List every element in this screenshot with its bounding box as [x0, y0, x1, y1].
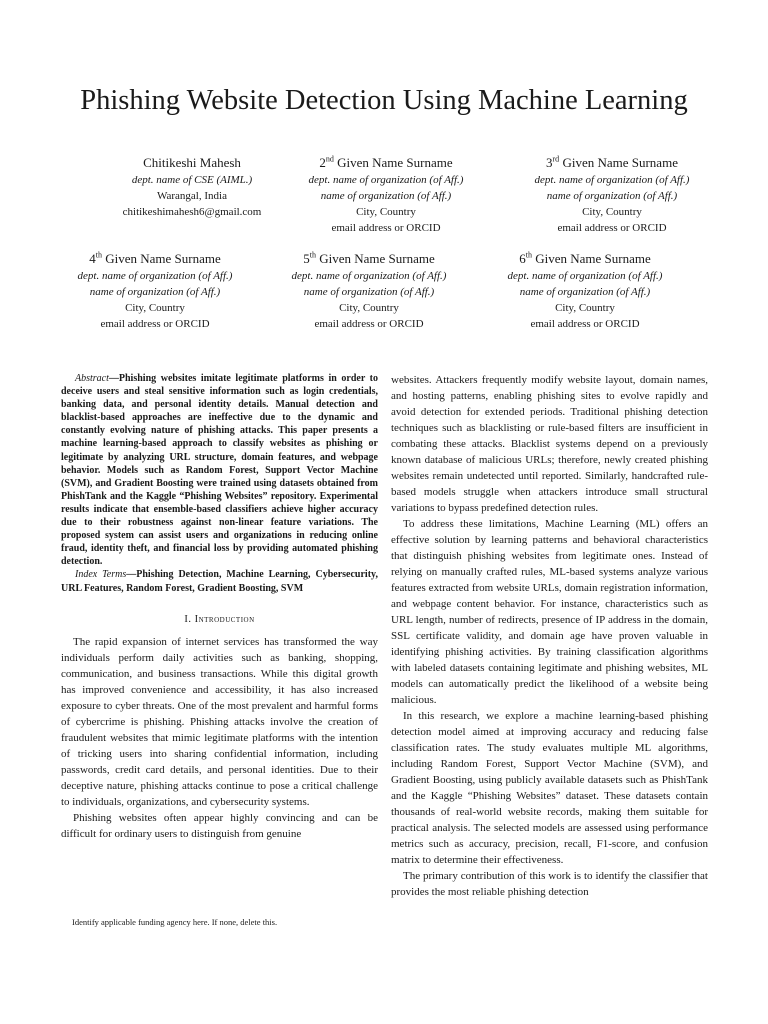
funding-footnote: Identify applicable funding agency here. If none, delete this. — [72, 917, 278, 927]
author-org: name of organization (of Aff.) — [303, 286, 435, 298]
author-city: City, Country — [555, 302, 615, 314]
author-city: City, Country — [356, 206, 416, 218]
paragraph: The primary contribution of this work is to identify the classifier that provides the most reliable phishing detection — [391, 870, 708, 898]
author-dept: dept. name of CSE (AIML.) — [131, 174, 253, 186]
author-email: email address or ORCID — [530, 318, 640, 330]
author-block-6 — [465, 250, 705, 332]
paragraph: In this research, we explore a machine learning-based phishing detection model aimed at improving accuracy and reducing false classification rates. The study evaluates multiple ML algorithms, including Random Forest, Support Vector Machine (SVM), and Gradient Boosting, using publicly available datasets such as PhishTank and the Kaggle “Phishing Websites” dataset. These datasets contain thousands of real-world website records, making them suitable for practical analysis. The selected models are assessed using performance metrics such as accuracy, precision, recall, F1-score, and confusion matrix to determine their effectiveness. — [391, 710, 708, 866]
author-email: email address or ORCID — [331, 222, 441, 234]
paper-title: Phishing Website Detection Using Machine Learning — [80, 85, 688, 117]
section-heading-introduction: I. Introduction — [184, 613, 255, 625]
author-block-2 — [266, 154, 506, 236]
abstract-text: —Phishing websites imitate legitimate platforms in order to deceive users and steal sensitive information such as login credentials, banking data, and personal identity details. Manual detection and blacklist-based approaches are ineffective due to the dynamic and constantly evolving nature of phishing attacks. This paper presents a machine learning-based approach to classify websites as phishing or legitimate by analyzing URL structure, domain features, and webpage behavior. Models such as Random Forest, Support Vector Machine (SVM), and Gradient Boosting were trained using datasets obtained from PhishTank and the Kaggle “Phishing Websites” repository. Experimental results indicate that ensemble-based classifiers achieve higher accuracy due to their robustness against non-linear feature variations. The proposed system can assist users and organizations in reducing online fraud, identity theft, and financial loss by providing automated phishing detection. — [61, 373, 378, 568]
right-column — [391, 372, 708, 900]
paragraph: Phishing websites often appear highly convincing and can be difficult for ordinary users to distinguish from genuine — [61, 811, 378, 840]
index-terms-text: —Phishing Detection, Machine Learning, Cybersecurity, URL Features, Random Forest, Gradient Boosting, SVM — [61, 569, 378, 594]
author-city: Warangal, India — [157, 190, 227, 202]
author-dept: dept. name of organization (of Aff.) — [308, 174, 464, 186]
author-block-5 — [249, 250, 489, 332]
abstract-label: Abstract — [75, 373, 109, 384]
author-name: Chitikeshi Mahesh — [143, 155, 241, 170]
author-name: 5th Given Name Surname — [303, 250, 435, 266]
author-email: email address or ORCID — [314, 318, 424, 330]
author-email: email address or ORCID — [100, 318, 210, 330]
author-block-3 — [492, 154, 732, 236]
author-name: 4th Given Name Surname — [89, 250, 221, 266]
author-city: City, Country — [339, 302, 399, 314]
author-email: chitikeshimahesh6@gmail.com — [122, 206, 262, 218]
author-name: 2nd Given Name Surname — [319, 154, 453, 170]
author-dept: dept. name of organization (of Aff.) — [507, 270, 663, 282]
author-city: City, Country — [125, 302, 185, 314]
author-org: name of organization (of Aff.) — [519, 286, 651, 298]
author-city: City, Country — [582, 206, 642, 218]
author-name: 6th Given Name Surname — [519, 250, 651, 266]
author-name: 3rd Given Name Surname — [546, 154, 678, 170]
index-terms — [61, 568, 378, 594]
paragraph: websites. Attackers frequently modify website layout, domain names, and hosting patterns, enabling phishing sites to evolve rapidly and avoid detection for extended periods. Traditional phishing detection techniques such as blacklisting or rule-based filters are insufficient in combating these attacks. Blacklist systems depend on a previously known database of malicious URLs; therefore, newly created phishing websites remain undetected until reported. Similarly, handcrafted rule-based models struggle when attackers introduce small structural variations to bypass predefined detection rules. — [391, 374, 708, 514]
paragraph: The rapid expansion of internet services has transformed the way individuals perform daily activities such as banking, shopping, communication, and business transactions. While this digital growth has improved convenience and accessibility, it has also increased exposure to cyber threats. One of the most prevalent and harmful forms of cybercrime is phishing. Phishing attacks involve the creation of fraudulent websites that mimic legitimate platforms with the intention of tricking users into sharing confidential information, including passwords, credit card details, and personal identities. Due to their deceptive nature, phishing attacks continue to pose a critical challenge to individuals, organizations, and cybersecurity systems. — [61, 635, 378, 808]
author-org: name of organization (of Aff.) — [89, 286, 221, 298]
index-terms-label: Index Terms — [75, 569, 127, 581]
author-dept: dept. name of organization (of Aff.) — [534, 174, 690, 186]
left-column — [61, 372, 378, 842]
paragraph: To address these limitations, Machine Learning (ML) offers an effective solution by learning patterns and behavioral characteristics that distinguish phishing websites from legitimate ones. Instead of relying on manually crafted rules, ML-based systems analyze various features extracted from website URLs, domain registration information, and webpage content behavior. For instance, characteristics such as URL length, number of redirects, presence of IP address in the domain, SSL certificate validity, and domain age have proven valuable in identifying phishing activities. By training classification algorithms with labeled datasets containing legitimate and phishing websites, ML models can automatically predict the likelihood of a website being malicious. — [391, 518, 708, 706]
author-block-4 — [35, 250, 275, 332]
author-dept: dept. name of organization (of Aff.) — [77, 270, 233, 282]
author-org: name of organization (of Aff.) — [546, 190, 678, 202]
abstract — [61, 372, 378, 568]
author-email: email address or ORCID — [557, 222, 667, 234]
author-dept: dept. name of organization (of Aff.) — [291, 270, 447, 282]
author-org: name of organization (of Aff.) — [320, 190, 452, 202]
